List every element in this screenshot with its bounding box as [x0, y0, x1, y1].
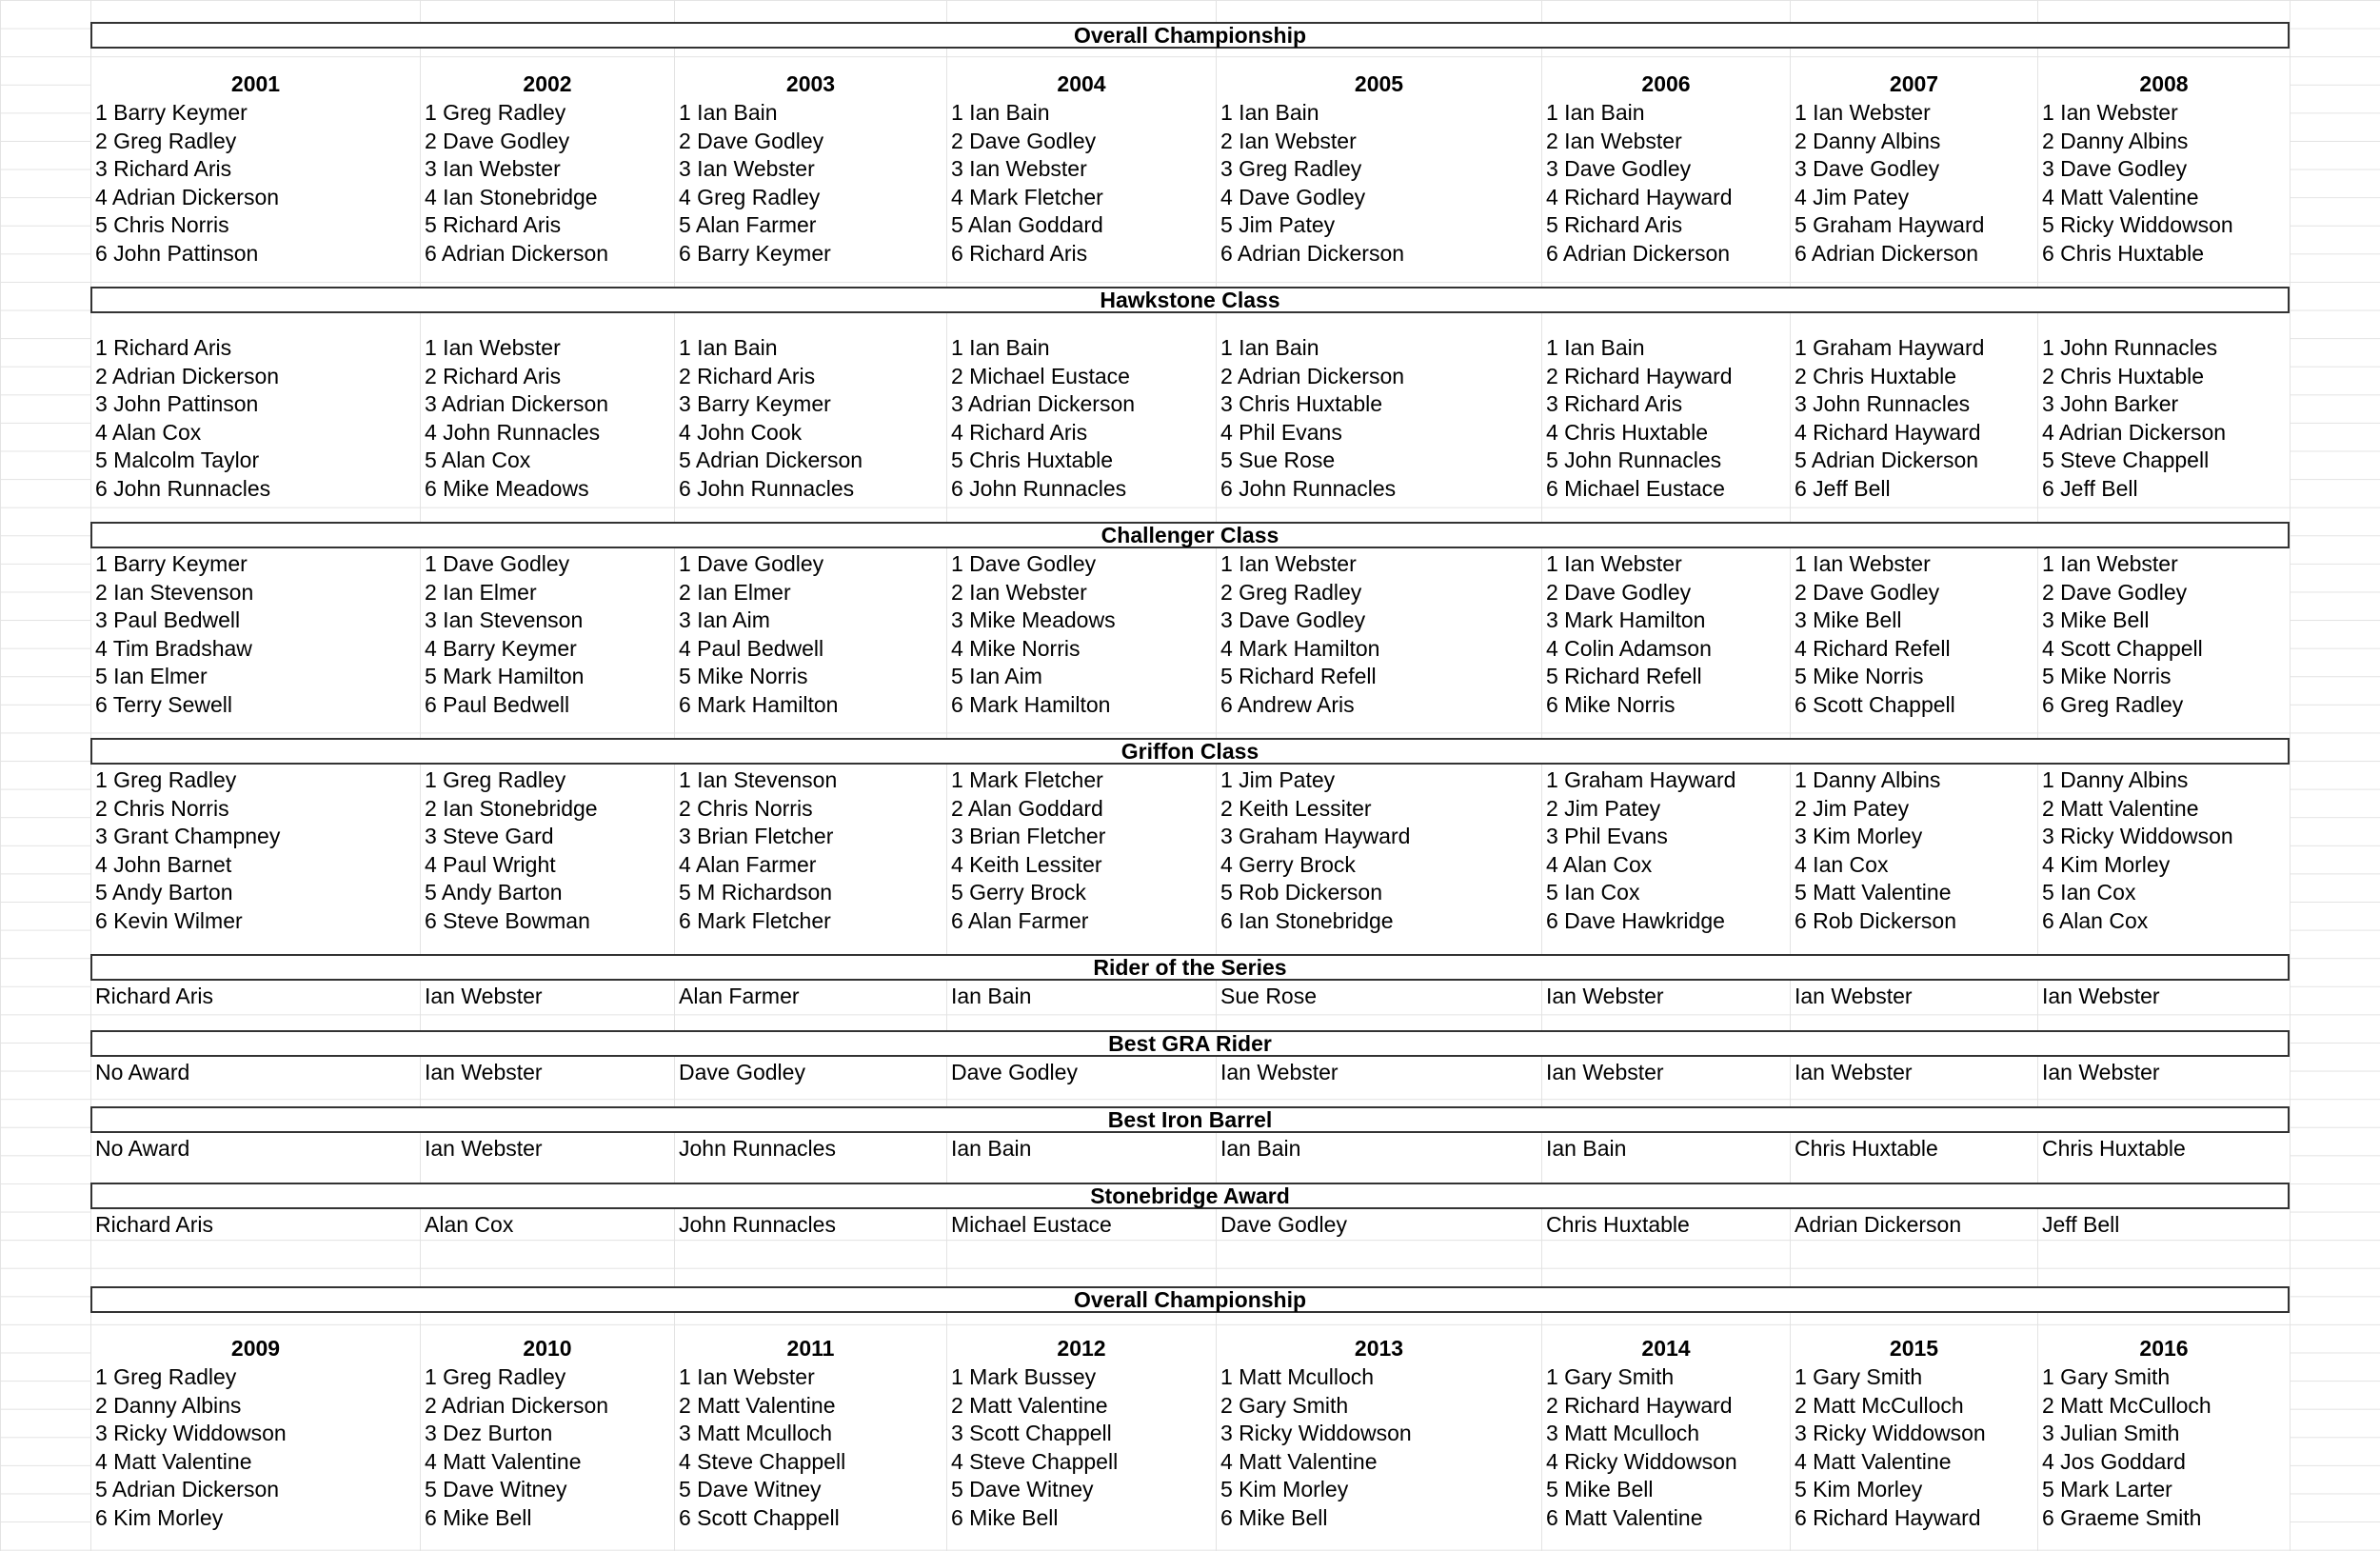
result-cell[interactable]: 6 Mark Fletcher — [675, 906, 946, 935]
result-cell[interactable]: 2 Ian Elmer — [421, 578, 674, 606]
result-cell[interactable]: 4 Mike Norris — [947, 634, 1216, 663]
result-cell[interactable]: 5 Kim Morley — [1217, 1475, 1541, 1503]
result-cell[interactable]: 2 Ian Webster — [947, 578, 1216, 606]
result-cell[interactable]: 5 Graham Hayward — [1791, 210, 2037, 239]
result-cell[interactable]: 5 Richard Aris — [421, 210, 674, 239]
result-cell[interactable]: 3 Ian Webster — [675, 154, 946, 183]
result-cell[interactable]: 5 Dave Witney — [947, 1475, 1216, 1503]
result-cell[interactable]: 3 Dave Godley — [1791, 154, 2037, 183]
result-cell[interactable]: 4 Barry Keymer — [421, 634, 674, 663]
result-cell[interactable]: Ian Bain — [1542, 1134, 1790, 1163]
result-cell[interactable]: Ian Webster — [1542, 1058, 1790, 1086]
result-cell[interactable]: 5 Adrian Dickerson — [91, 1475, 420, 1503]
result-cell[interactable]: 1 Ian Webster — [421, 333, 674, 362]
result-cell[interactable]: 1 Ian Webster — [1791, 549, 2037, 578]
result-cell[interactable]: 2 Greg Radley — [1217, 578, 1541, 606]
result-cell[interactable]: 6 Mike Bell — [1217, 1503, 1541, 1532]
result-cell[interactable]: 1 Greg Radley — [91, 1362, 420, 1391]
result-cell[interactable]: 3 Adrian Dickerson — [421, 389, 674, 418]
result-cell[interactable]: 5 Ricky Widdowson — [2038, 210, 2290, 239]
result-cell[interactable]: 2 Adrian Dickerson — [421, 1391, 674, 1420]
result-cell[interactable]: 1 Barry Keymer — [91, 98, 420, 127]
result-cell[interactable]: 2 Greg Radley — [91, 127, 420, 155]
result-cell[interactable]: 1 Dave Godley — [421, 549, 674, 578]
result-cell[interactable]: 1 Greg Radley — [91, 766, 420, 794]
result-cell[interactable]: Adrian Dickerson — [1791, 1210, 2037, 1239]
result-cell[interactable]: Ian Webster — [1542, 982, 1790, 1010]
result-cell[interactable]: 2 Dave Godley — [947, 127, 1216, 155]
result-cell[interactable]: 6 Adrian Dickerson — [1542, 239, 1790, 268]
result-cell[interactable]: 4 Jim Patey — [1791, 183, 2037, 211]
result-cell[interactable]: 2 Matt McCulloch — [2038, 1391, 2290, 1420]
section-title-best-iron: Best Iron Barrel — [90, 1106, 2290, 1133]
result-cell[interactable]: 3 Brian Fletcher — [947, 822, 1216, 850]
result-cell[interactable]: 5 John Runnacles — [1542, 446, 1790, 474]
result-cell[interactable]: 3 Brian Fletcher — [675, 822, 946, 850]
result-cell[interactable]: 2 Ian Elmer — [675, 578, 946, 606]
result-cell[interactable]: 3 Ricky Widdowson — [1217, 1419, 1541, 1447]
result-cell[interactable]: 5 Gerry Brock — [947, 878, 1216, 906]
result-cell[interactable]: 3 Ricky Widdowson — [2038, 822, 2290, 850]
year-header[interactable]: 2001 — [91, 70, 420, 98]
result-cell[interactable]: 3 John Pattinson — [91, 389, 420, 418]
result-cell[interactable]: 1 Mark Bussey — [947, 1362, 1216, 1391]
result-cell[interactable]: 1 Gary Smith — [1542, 1362, 1790, 1391]
result-cell[interactable]: 6 John Runnacles — [947, 474, 1216, 503]
result-cell[interactable]: Ian Webster — [1791, 982, 2037, 1010]
result-cell[interactable]: 6 Kim Morley — [91, 1503, 420, 1532]
result-cell[interactable]: Dave Godley — [675, 1058, 946, 1086]
result-cell[interactable]: 1 Greg Radley — [421, 98, 674, 127]
year-header[interactable]: 2008 — [2038, 70, 2290, 98]
result-cell[interactable]: No Award — [91, 1134, 420, 1163]
result-cell[interactable]: 4 Richard Hayward — [1542, 183, 1790, 211]
result-cell[interactable]: 1 Jim Patey — [1217, 766, 1541, 794]
result-cell[interactable]: 3 Mike Bell — [1791, 606, 2037, 634]
result-cell[interactable]: 5 Jim Patey — [1217, 210, 1541, 239]
result-cell[interactable]: 3 Paul Bedwell — [91, 606, 420, 634]
result-cell[interactable]: 6 John Runnacles — [675, 474, 946, 503]
year-header[interactable]: 2004 — [947, 70, 1216, 98]
result-cell[interactable]: 5 Richard Aris — [1542, 210, 1790, 239]
result-cell[interactable]: Ian Bain — [1217, 1134, 1541, 1163]
result-cell[interactable]: 5 Mark Hamilton — [421, 662, 674, 690]
year-header[interactable]: 2012 — [947, 1334, 1216, 1362]
result-cell[interactable]: 1 Ian Bain — [1217, 333, 1541, 362]
result-cell[interactable]: 6 Scott Chappell — [1791, 690, 2037, 719]
result-cell[interactable]: 1 Richard Aris — [91, 333, 420, 362]
result-cell[interactable]: 6 Michael Eustace — [1542, 474, 1790, 503]
result-cell[interactable]: 2 Danny Albins — [91, 1391, 420, 1420]
result-cell[interactable]: 4 Matt Valentine — [421, 1447, 674, 1476]
result-cell[interactable]: 2 Alan Goddard — [947, 794, 1216, 823]
result-cell[interactable]: 4 Alan Farmer — [675, 850, 946, 879]
result-cell[interactable]: Richard Aris — [91, 1210, 420, 1239]
result-cell[interactable]: 4 Ian Cox — [1791, 850, 2037, 879]
result-cell[interactable]: 5 Mike Norris — [1791, 662, 2037, 690]
result-cell[interactable]: 5 Adrian Dickerson — [1791, 446, 2037, 474]
result-cell[interactable]: 1 Ian Webster — [2038, 98, 2290, 127]
result-cell[interactable]: 3 Dave Godley — [2038, 154, 2290, 183]
result-cell[interactable]: 4 Scott Chappell — [2038, 634, 2290, 663]
result-cell[interactable]: Ian Webster — [421, 1058, 674, 1086]
result-cell[interactable]: Jeff Bell — [2038, 1210, 2290, 1239]
result-cell[interactable]: 6 Adrian Dickerson — [421, 239, 674, 268]
result-cell[interactable]: 3 Phil Evans — [1542, 822, 1790, 850]
result-cell[interactable]: Sue Rose — [1217, 982, 1541, 1010]
result-cell[interactable]: 2 Dave Godley — [675, 127, 946, 155]
result-cell[interactable]: 1 Matt Mculloch — [1217, 1362, 1541, 1391]
result-cell[interactable]: 3 Mike Meadows — [947, 606, 1216, 634]
result-cell[interactable]: 3 Ricky Widdowson — [1791, 1419, 2037, 1447]
result-cell[interactable]: Ian Bain — [947, 1134, 1216, 1163]
result-cell[interactable]: 6 Matt Valentine — [1542, 1503, 1790, 1532]
result-cell[interactable]: 4 Keith Lessiter — [947, 850, 1216, 879]
result-cell[interactable]: 3 Steve Gard — [421, 822, 674, 850]
result-cell[interactable]: 1 Ian Webster — [1791, 98, 2037, 127]
result-cell[interactable]: 6 John Runnacles — [1217, 474, 1541, 503]
result-cell[interactable]: 5 Sue Rose — [1217, 446, 1541, 474]
result-cell[interactable]: 2 Dave Godley — [1791, 578, 2037, 606]
result-cell[interactable]: 1 Dave Godley — [675, 549, 946, 578]
result-cell[interactable]: 1 Graham Hayward — [1791, 333, 2037, 362]
result-cell[interactable]: 2 Richard Aris — [421, 362, 674, 390]
result-cell[interactable]: 5 Alan Farmer — [675, 210, 946, 239]
result-cell[interactable]: 5 Mike Norris — [2038, 662, 2290, 690]
result-cell[interactable]: 4 Mark Hamilton — [1217, 634, 1541, 663]
result-cell[interactable]: 4 John Cook — [675, 418, 946, 447]
result-cell[interactable]: 3 Mike Bell — [2038, 606, 2290, 634]
result-cell[interactable]: Dave Godley — [1217, 1210, 1541, 1239]
result-cell[interactable]: 4 Ian Stonebridge — [421, 183, 674, 211]
result-cell[interactable]: 3 Dave Godley — [1542, 154, 1790, 183]
result-cell[interactable]: 5 Mike Norris — [675, 662, 946, 690]
result-cell[interactable]: 1 Ian Bain — [675, 333, 946, 362]
grid-column-line — [2290, 0, 2291, 1551]
result-cell[interactable]: 3 John Runnacles — [1791, 389, 2037, 418]
year-header[interactable]: 2015 — [1791, 1334, 2037, 1362]
result-cell[interactable]: 1 Barry Keymer — [91, 549, 420, 578]
result-cell[interactable]: 5 Mark Larter — [2038, 1475, 2290, 1503]
result-cell[interactable]: 2 Gary Smith — [1217, 1391, 1541, 1420]
result-cell[interactable]: 2 Matt Valentine — [947, 1391, 1216, 1420]
result-cell[interactable]: 2 Chris Norris — [91, 794, 420, 823]
result-cell[interactable]: 2 Keith Lessiter — [1217, 794, 1541, 823]
result-cell[interactable]: 1 Ian Webster — [675, 1362, 946, 1391]
result-cell[interactable]: 4 Kim Morley — [2038, 850, 2290, 879]
result-cell[interactable]: 5 Matt Valentine — [1791, 878, 2037, 906]
result-cell[interactable]: Ian Webster — [421, 1134, 674, 1163]
result-cell[interactable]: 2 Matt Valentine — [675, 1391, 946, 1420]
result-cell[interactable]: 1 Ian Bain — [947, 333, 1216, 362]
result-cell[interactable]: 5 Ian Elmer — [91, 662, 420, 690]
result-cell[interactable]: 3 Dez Burton — [421, 1419, 674, 1447]
result-cell[interactable]: 5 Ian Cox — [1542, 878, 1790, 906]
result-cell[interactable]: 6 John Runnacles — [91, 474, 420, 503]
result-cell[interactable]: 3 Matt Mculloch — [1542, 1419, 1790, 1447]
result-cell[interactable]: 1 John Runnacles — [2038, 333, 2290, 362]
result-cell[interactable]: 3 Ian Aim — [675, 606, 946, 634]
result-cell[interactable]: 6 Rob Dickerson — [1791, 906, 2037, 935]
result-cell[interactable]: 6 Paul Bedwell — [421, 690, 674, 719]
result-cell[interactable]: 3 Kim Morley — [1791, 822, 2037, 850]
year-header[interactable]: 2006 — [1542, 70, 1790, 98]
result-cell[interactable]: 1 Graham Hayward — [1542, 766, 1790, 794]
result-cell[interactable]: 2 Richard Aris — [675, 362, 946, 390]
result-cell[interactable]: 2 Richard Hayward — [1542, 362, 1790, 390]
result-cell[interactable]: 4 Paul Wright — [421, 850, 674, 879]
result-cell[interactable]: 2 Richard Hayward — [1542, 1391, 1790, 1420]
section-title-best-gra: Best GRA Rider — [90, 1030, 2290, 1057]
result-cell[interactable]: 6 Mike Norris — [1542, 690, 1790, 719]
result-cell[interactable]: 6 Richard Hayward — [1791, 1503, 2037, 1532]
result-cell[interactable]: 1 Ian Bain — [947, 98, 1216, 127]
section-title-stonebridge: Stonebridge Award — [90, 1183, 2290, 1209]
result-cell[interactable]: 3 Richard Aris — [1542, 389, 1790, 418]
result-cell[interactable]: 4 Matt Valentine — [91, 1447, 420, 1476]
result-cell[interactable]: 5 Kim Morley — [1791, 1475, 2037, 1503]
result-cell[interactable]: Alan Cox — [421, 1210, 674, 1239]
result-cell[interactable]: 3 Barry Keymer — [675, 389, 946, 418]
result-cell[interactable]: 2 Ian Webster — [1542, 127, 1790, 155]
result-cell[interactable]: 1 Ian Webster — [2038, 549, 2290, 578]
result-cell[interactable]: 1 Ian Webster — [1217, 549, 1541, 578]
result-cell[interactable]: 5 M Richardson — [675, 878, 946, 906]
result-cell[interactable]: 4 Mark Fletcher — [947, 183, 1216, 211]
section-title-griffon: Griffon Class — [90, 738, 2290, 765]
result-cell[interactable]: Chris Huxtable — [2038, 1134, 2290, 1163]
result-cell[interactable]: John Runnacles — [675, 1210, 946, 1239]
result-cell[interactable]: 4 Greg Radley — [675, 183, 946, 211]
result-cell[interactable]: 6 Adrian Dickerson — [1791, 239, 2037, 268]
result-cell[interactable]: 4 Matt Valentine — [2038, 183, 2290, 211]
result-cell[interactable]: Dave Godley — [947, 1058, 1216, 1086]
result-cell[interactable]: 2 Adrian Dickerson — [91, 362, 420, 390]
result-cell[interactable]: 5 Andy Barton — [421, 878, 674, 906]
result-cell[interactable]: 3 Ian Webster — [947, 154, 1216, 183]
result-cell[interactable]: 6 Graeme Smith — [2038, 1503, 2290, 1532]
result-cell[interactable]: 4 Jos Goddard — [2038, 1447, 2290, 1476]
result-cell[interactable]: 6 Mark Hamilton — [947, 690, 1216, 719]
result-cell[interactable]: 4 Steve Chappell — [675, 1447, 946, 1476]
result-cell[interactable]: 6 Adrian Dickerson — [1217, 239, 1541, 268]
result-cell[interactable]: 5 Malcolm Taylor — [91, 446, 420, 474]
result-cell[interactable]: 6 Alan Cox — [2038, 906, 2290, 935]
result-cell[interactable]: 6 Richard Aris — [947, 239, 1216, 268]
result-cell[interactable]: 2 Michael Eustace — [947, 362, 1216, 390]
result-cell[interactable]: 2 Chris Norris — [675, 794, 946, 823]
year-header[interactable]: 2002 — [421, 70, 674, 98]
result-cell[interactable]: Michael Eustace — [947, 1210, 1216, 1239]
result-cell[interactable]: 1 Greg Radley — [421, 766, 674, 794]
result-cell[interactable]: 1 Dave Godley — [947, 549, 1216, 578]
result-cell[interactable]: 1 Ian Bain — [1542, 333, 1790, 362]
result-cell[interactable]: 1 Ian Bain — [675, 98, 946, 127]
section-title-overall-2001: Overall Championship — [90, 22, 2290, 49]
result-cell[interactable]: 6 Barry Keymer — [675, 239, 946, 268]
result-cell[interactable]: 5 Alan Cox — [421, 446, 674, 474]
result-cell[interactable]: 3 Dave Godley — [1217, 606, 1541, 634]
result-cell[interactable]: Ian Webster — [2038, 1058, 2290, 1086]
result-cell[interactable]: 2 Dave Godley — [2038, 578, 2290, 606]
result-cell[interactable]: 4 Alan Cox — [91, 418, 420, 447]
result-cell[interactable]: Chris Huxtable — [1791, 1134, 2037, 1163]
year-header[interactable]: 2009 — [91, 1334, 420, 1362]
result-cell[interactable]: 2 Matt McCulloch — [1791, 1391, 2037, 1420]
result-cell[interactable]: 2 Dave Godley — [421, 127, 674, 155]
result-cell[interactable]: 2 Danny Albins — [2038, 127, 2290, 155]
result-cell[interactable]: 3 Adrian Dickerson — [947, 389, 1216, 418]
result-cell[interactable]: 1 Mark Fletcher — [947, 766, 1216, 794]
result-cell[interactable]: John Runnacles — [675, 1134, 946, 1163]
result-cell[interactable]: 3 Grant Champney — [91, 822, 420, 850]
result-cell[interactable]: 3 Ricky Widdowson — [91, 1419, 420, 1447]
result-cell[interactable]: 4 Chris Huxtable — [1542, 418, 1790, 447]
year-header[interactable]: 2005 — [1217, 70, 1541, 98]
result-cell[interactable]: No Award — [91, 1058, 420, 1086]
result-cell[interactable]: 1 Greg Radley — [421, 1362, 674, 1391]
result-cell[interactable]: 2 Jim Patey — [1542, 794, 1790, 823]
result-cell[interactable]: 4 Richard Refell — [1791, 634, 2037, 663]
result-cell[interactable]: 6 Terry Sewell — [91, 690, 420, 719]
result-cell[interactable]: 6 Alan Farmer — [947, 906, 1216, 935]
result-cell[interactable]: 6 Dave Hawkridge — [1542, 906, 1790, 935]
result-cell[interactable]: 2 Jim Patey — [1791, 794, 2037, 823]
result-cell[interactable]: 6 Steve Bowman — [421, 906, 674, 935]
result-cell[interactable]: Richard Aris — [91, 982, 420, 1010]
result-cell[interactable]: 5 Ian Cox — [2038, 878, 2290, 906]
result-cell[interactable]: 6 Mark Hamilton — [675, 690, 946, 719]
result-cell[interactable]: 1 Ian Webster — [1542, 549, 1790, 578]
result-cell[interactable]: 5 Richard Refell — [1542, 662, 1790, 690]
result-cell[interactable]: 3 Chris Huxtable — [1217, 389, 1541, 418]
result-cell[interactable]: 5 Alan Goddard — [947, 210, 1216, 239]
result-cell[interactable]: 4 Alan Cox — [1542, 850, 1790, 879]
result-cell[interactable]: Ian Webster — [1791, 1058, 2037, 1086]
result-cell[interactable]: 3 Matt Mculloch — [675, 1419, 946, 1447]
result-cell[interactable]: 1 Danny Albins — [2038, 766, 2290, 794]
result-cell[interactable]: 5 Chris Huxtable — [947, 446, 1216, 474]
result-cell[interactable]: 4 Ricky Widdowson — [1542, 1447, 1790, 1476]
result-cell[interactable]: 4 John Barnet — [91, 850, 420, 879]
result-cell[interactable]: 3 Richard Aris — [91, 154, 420, 183]
result-cell[interactable]: 5 Adrian Dickerson — [675, 446, 946, 474]
result-cell[interactable]: 2 Danny Albins — [1791, 127, 2037, 155]
result-cell[interactable]: 3 John Barker — [2038, 389, 2290, 418]
result-cell[interactable]: 2 Chris Huxtable — [1791, 362, 2037, 390]
year-header[interactable]: 2011 — [675, 1334, 946, 1362]
result-cell[interactable]: 6 Andrew Aris — [1217, 690, 1541, 719]
result-cell[interactable]: 2 Ian Stevenson — [91, 578, 420, 606]
year-header[interactable]: 2014 — [1542, 1334, 1790, 1362]
section-title-overall-2009: Overall Championship — [90, 1286, 2290, 1313]
result-cell[interactable]: 6 Mike Meadows — [421, 474, 674, 503]
result-cell[interactable]: 5 Steve Chappell — [2038, 446, 2290, 474]
year-header[interactable]: 2007 — [1791, 70, 2037, 98]
year-header[interactable]: 2010 — [421, 1334, 674, 1362]
result-cell[interactable]: 5 Ian Aim — [947, 662, 1216, 690]
result-cell[interactable]: 3 Scott Chappell — [947, 1419, 1216, 1447]
result-cell[interactable]: 1 Gary Smith — [1791, 1362, 2037, 1391]
result-cell[interactable]: 6 Mike Bell — [421, 1503, 674, 1532]
result-cell[interactable]: 1 Gary Smith — [2038, 1362, 2290, 1391]
section-title-rider-series: Rider of the Series — [90, 954, 2290, 981]
result-cell[interactable]: 6 Scott Chappell — [675, 1503, 946, 1532]
result-cell[interactable]: 5 Richard Refell — [1217, 662, 1541, 690]
result-cell[interactable]: 4 Colin Adamson — [1542, 634, 1790, 663]
result-cell[interactable]: 1 Danny Albins — [1791, 766, 2037, 794]
result-cell[interactable]: 2 Dave Godley — [1542, 578, 1790, 606]
result-cell[interactable]: 5 Rob Dickerson — [1217, 878, 1541, 906]
result-cell[interactable]: 4 Steve Chappell — [947, 1447, 1216, 1476]
result-cell[interactable]: Alan Farmer — [675, 982, 946, 1010]
result-cell[interactable]: 4 Gerry Brock — [1217, 850, 1541, 879]
result-cell[interactable]: 3 Mark Hamilton — [1542, 606, 1790, 634]
result-cell[interactable]: 3 Ian Webster — [421, 154, 674, 183]
result-cell[interactable]: 6 Greg Radley — [2038, 690, 2290, 719]
result-cell[interactable]: 3 Greg Radley — [1217, 154, 1541, 183]
result-cell[interactable]: 1 Ian Stevenson — [675, 766, 946, 794]
result-cell[interactable]: 5 Chris Norris — [91, 210, 420, 239]
result-cell[interactable]: Ian Webster — [1217, 1058, 1541, 1086]
result-cell[interactable]: 2 Adrian Dickerson — [1217, 362, 1541, 390]
result-cell[interactable]: 2 Ian Stonebridge — [421, 794, 674, 823]
year-header[interactable]: 2003 — [675, 70, 946, 98]
result-cell[interactable]: 2 Matt Valentine — [2038, 794, 2290, 823]
result-cell[interactable]: 6 Jeff Bell — [1791, 474, 2037, 503]
result-cell[interactable]: 4 John Runnacles — [421, 418, 674, 447]
year-header[interactable]: 2013 — [1217, 1334, 1541, 1362]
result-cell[interactable]: Chris Huxtable — [1542, 1210, 1790, 1239]
result-cell[interactable]: 4 Paul Bedwell — [675, 634, 946, 663]
year-header[interactable]: 2016 — [2038, 1334, 2290, 1362]
result-cell[interactable]: 2 Ian Webster — [1217, 127, 1541, 155]
result-cell[interactable]: 4 Adrian Dickerson — [91, 183, 420, 211]
result-cell[interactable]: 6 Ian Stonebridge — [1217, 906, 1541, 935]
result-cell[interactable]: 3 Graham Hayward — [1217, 822, 1541, 850]
result-cell[interactable]: 1 Ian Bain — [1217, 98, 1541, 127]
result-cell[interactable]: 4 Phil Evans — [1217, 418, 1541, 447]
result-cell[interactable]: 1 Ian Bain — [1542, 98, 1790, 127]
section-title-hawkstone: Hawkstone Class — [90, 287, 2290, 313]
result-cell[interactable]: 4 Richard Aris — [947, 418, 1216, 447]
result-cell[interactable]: 6 Chris Huxtable — [2038, 239, 2290, 268]
result-cell[interactable]: 5 Andy Barton — [91, 878, 420, 906]
result-cell[interactable]: 4 Tim Bradshaw — [91, 634, 420, 663]
result-cell[interactable]: 4 Matt Valentine — [1791, 1447, 2037, 1476]
result-cell[interactable]: 5 Dave Witney — [421, 1475, 674, 1503]
result-cell[interactable]: Ian Webster — [2038, 982, 2290, 1010]
result-cell[interactable]: 6 Mike Bell — [947, 1503, 1216, 1532]
result-cell[interactable]: 6 Kevin Wilmer — [91, 906, 420, 935]
result-cell[interactable]: 3 Julian Smith — [2038, 1419, 2290, 1447]
result-cell[interactable]: 4 Richard Hayward — [1791, 418, 2037, 447]
result-cell[interactable]: 5 Dave Witney — [675, 1475, 946, 1503]
result-cell[interactable]: 6 Jeff Bell — [2038, 474, 2290, 503]
result-cell[interactable]: 4 Matt Valentine — [1217, 1447, 1541, 1476]
result-cell[interactable]: 4 Adrian Dickerson — [2038, 418, 2290, 447]
result-cell[interactable]: Ian Webster — [421, 982, 674, 1010]
result-cell[interactable]: 2 Chris Huxtable — [2038, 362, 2290, 390]
result-cell[interactable]: 4 Dave Godley — [1217, 183, 1541, 211]
section-title-challenger: Challenger Class — [90, 522, 2290, 548]
result-cell[interactable]: Ian Bain — [947, 982, 1216, 1010]
result-cell[interactable]: 5 Mike Bell — [1542, 1475, 1790, 1503]
result-cell[interactable]: 6 John Pattinson — [91, 239, 420, 268]
result-cell[interactable]: 3 Ian Stevenson — [421, 606, 674, 634]
